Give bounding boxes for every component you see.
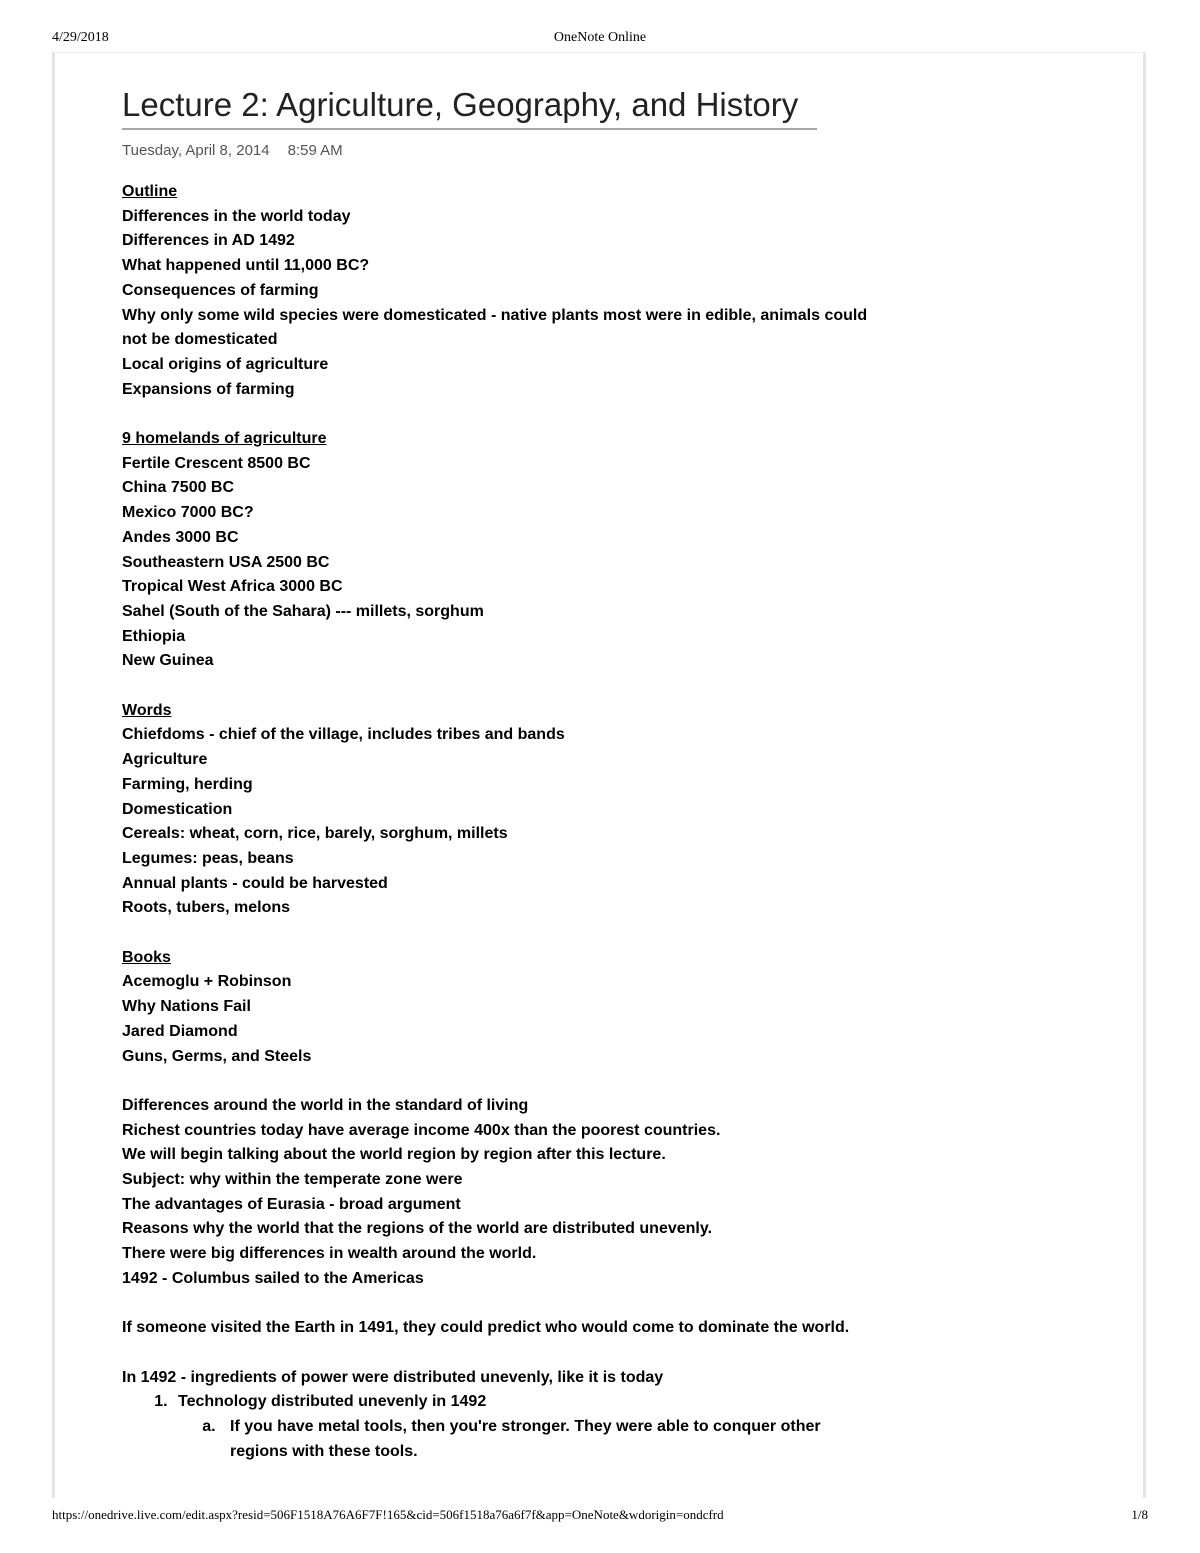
books-heading: Books bbox=[122, 948, 171, 966]
homelands-heading: 9 homelands of agriculture bbox=[122, 430, 327, 448]
homeland-item: Southeastern USA 2500 BC bbox=[122, 553, 330, 571]
differences-item: We will begin talking about the world region by region after this lecture. bbox=[122, 1146, 666, 1164]
power-list bbox=[122, 1390, 882, 1464]
word-item: Chiefdoms - chief of the village, includes tribes and bands bbox=[122, 726, 565, 744]
note-date: Tuesday, April 8, 2014 bbox=[122, 142, 270, 159]
outline-item: Differences in AD 1492 bbox=[122, 232, 295, 250]
outline-item: What happened until 11,000 BC? bbox=[122, 257, 370, 275]
differences-item: Subject: why within the temperate zone were bbox=[122, 1171, 463, 1189]
note-content bbox=[122, 84, 882, 1464]
page-number: 1/8 bbox=[1131, 1507, 1148, 1522]
note-time: 8:59 AM bbox=[287, 142, 343, 159]
differences-item: There were big differences in wealth around the world. bbox=[122, 1245, 537, 1263]
homeland-item: Fertile Crescent 8500 BC bbox=[122, 454, 311, 472]
page-title: Lecture 2: Agriculture, Geography, and History bbox=[122, 84, 817, 130]
words-section bbox=[122, 699, 882, 921]
differences-section bbox=[122, 1094, 882, 1292]
word-item: Legumes: peas, beans bbox=[122, 849, 294, 867]
visitor-paragraph: If someone visited the Earth in 1491, they could predict who would come to dominate the world. bbox=[122, 1319, 850, 1337]
homeland-item: Mexico 7000 BC? bbox=[122, 504, 254, 522]
print-header bbox=[0, 30, 1200, 50]
book-item: Why Nations Fail bbox=[122, 998, 251, 1016]
print-url: https://onedrive.live.com/edit.aspx?resid=506F1518A76A6F7F!165&cid=506f1518a76a6f7f&app=OneNote&wdorigin=ondcfrd bbox=[52, 1507, 724, 1522]
word-item: Annual plants - could be harvested bbox=[122, 874, 388, 892]
note-timestamp bbox=[122, 142, 882, 164]
homeland-item: Andes 3000 BC bbox=[122, 528, 239, 546]
homelands-section bbox=[122, 427, 882, 674]
power-intro: In 1492 - ingredients of power were distributed unevenly, like it is today bbox=[122, 1368, 664, 1386]
print-footer bbox=[0, 1507, 1200, 1527]
visitor-section bbox=[122, 1316, 882, 1341]
homeland-item: Tropical West Africa 3000 BC bbox=[122, 578, 343, 596]
word-item: Farming, herding bbox=[122, 775, 253, 793]
outline-item: Expansions of farming bbox=[122, 380, 295, 398]
homeland-item: China 7500 BC bbox=[122, 479, 235, 497]
outline-heading: Outline bbox=[122, 183, 178, 200]
book-item: Acemoglu + Robinson bbox=[122, 973, 292, 991]
power-list-item-text: Technology distributed unevenly in 1492 bbox=[178, 1393, 487, 1411]
books-section bbox=[122, 946, 882, 1070]
power-list-item bbox=[172, 1390, 882, 1464]
homeland-item: Sahel (South of the Sahara) --- millets, sorghum bbox=[122, 602, 484, 620]
homeland-item: New Guinea bbox=[122, 652, 214, 670]
power-sublist-item-text: If you have metal tools, then you're stronger. They were able to conquer other regions with these tools. bbox=[230, 1418, 821, 1460]
power-sublist bbox=[178, 1415, 882, 1464]
word-item: Cereals: wheat, corn, rice, barely, sorghum, millets bbox=[122, 825, 508, 843]
homeland-item: Ethiopia bbox=[122, 627, 186, 645]
differences-item: 1492 - Columbus sailed to the Americas bbox=[122, 1269, 424, 1287]
outline-item: Local origins of agriculture bbox=[122, 355, 329, 373]
book-item: Jared Diamond bbox=[122, 1022, 238, 1040]
outline-item: Consequences of farming bbox=[122, 281, 319, 299]
differences-item: Differences around the world in the standard of living bbox=[122, 1096, 529, 1114]
print-date: 4/29/2018 bbox=[52, 30, 109, 45]
differences-item: Richest countries today have average income 400x than the poorest countries. bbox=[122, 1121, 721, 1139]
outline-section bbox=[122, 180, 882, 402]
differences-item: The advantages of Eurasia - broad argument bbox=[122, 1195, 461, 1213]
note-body bbox=[122, 180, 882, 1464]
power-section bbox=[122, 1366, 882, 1465]
outline-item: Why only some wild species were domesticated - native plants most were in edible, animals could not be domesticated bbox=[122, 306, 868, 349]
power-sublist-item bbox=[220, 1415, 882, 1464]
book-item: Guns, Germs, and Steels bbox=[122, 1047, 312, 1065]
word-item: Roots, tubers, melons bbox=[122, 899, 291, 917]
print-app-title: OneNote Online bbox=[553, 30, 647, 45]
outline-item: Differences in the world today bbox=[122, 207, 351, 225]
word-item: Domestication bbox=[122, 800, 233, 818]
differences-item: Reasons why the world that the regions of the world are distributed unevenly. bbox=[122, 1220, 713, 1238]
word-item: Agriculture bbox=[122, 751, 208, 769]
words-heading: Words bbox=[122, 701, 172, 719]
